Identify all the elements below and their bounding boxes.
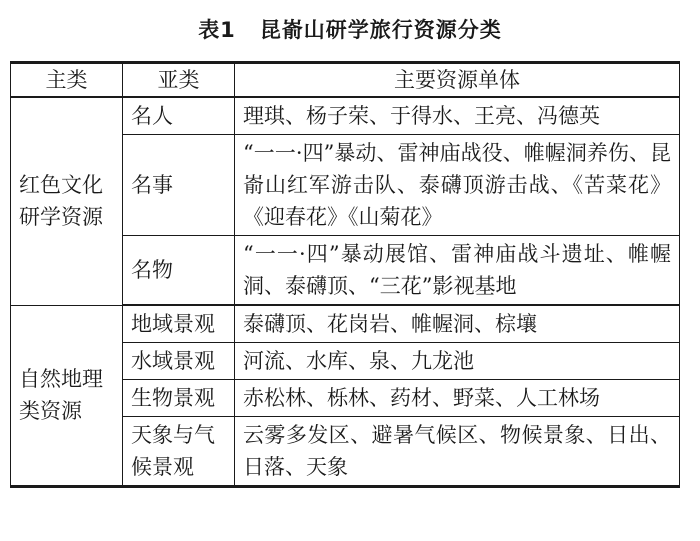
table-row	[11, 305, 680, 343]
sub-category: 名物	[123, 236, 235, 306]
header-main-category: 主类	[11, 63, 123, 98]
resource-table	[10, 61, 680, 488]
main-category-red-culture: 红色文化研学资源	[11, 97, 123, 305]
resource-units: “一一·四”暴动展馆、雷神庙战斗遗址、帷幄洞、泰礴顶、“三花”影视基地	[235, 236, 680, 306]
table-number: 表1	[198, 18, 236, 42]
main-category-natural-geography: 自然地理类资源	[11, 305, 123, 487]
resource-units: 河流、水库、泉、九龙池	[235, 343, 680, 380]
header-resource-units: 主要资源单体	[235, 63, 680, 98]
resource-units: 理琪、杨子荣、于得水、王亮、冯德英	[235, 97, 680, 135]
table-caption: 昆嵛山研学旅行资源分类	[259, 18, 502, 42]
resource-units: 云雾多发区、避暑气候区、物候景象、日出、日落、天象	[235, 417, 680, 487]
table-row	[11, 97, 680, 135]
resource-units: 赤松林、栎林、药材、野菜、人工林场	[235, 380, 680, 417]
sub-category: 生物景观	[123, 380, 235, 417]
sub-category: 天象与气候景观	[123, 417, 235, 487]
sub-category: 名事	[123, 135, 235, 236]
header-sub-category: 亚类	[123, 63, 235, 98]
resource-units: 泰礴顶、花岗岩、帷幄洞、棕壤	[235, 305, 680, 343]
sub-category: 地域景观	[123, 305, 235, 343]
table-title	[0, 14, 700, 44]
sub-category: 名人	[123, 97, 235, 135]
resource-units: “一一·四”暴动、雷神庙战役、帷幄洞养伤、昆嵛山红军游击队、泰礴顶游击战、《苦菜花》《迎春花》《山菊花》	[235, 135, 680, 236]
header-row	[11, 63, 680, 98]
sub-category: 水域景观	[123, 343, 235, 380]
